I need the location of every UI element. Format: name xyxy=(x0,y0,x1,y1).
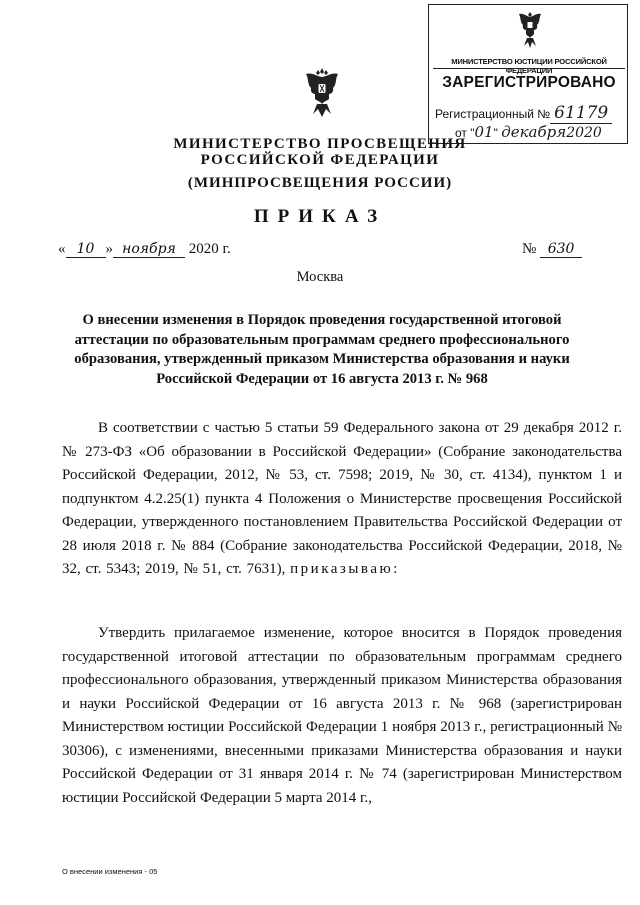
ministry-short-name: (МИНПРОСВЕЩЕНИЯ РОССИИ) xyxy=(187,175,453,191)
stamp-date-month: декабря xyxy=(501,123,567,141)
ministry-name-line2: РОССИЙСКОЙ ФЕДЕРАЦИИ xyxy=(200,152,440,168)
date-quote-open: « xyxy=(58,241,66,257)
stamp-date-mid: " xyxy=(493,126,498,140)
stamp-reg-label: Регистрационный № xyxy=(435,107,551,121)
paragraph-approve: Утвердить прилагаемое изменение, которое вносится в Порядок проведения государственной итоговой аттестации по образовательным программам среднего профессионального образования, утвержденный приказом Министерства образования и науки Российской Федерации от 16 августа 2013 г. № 968 (зарегистрирован Министерством юстиции Российской Федерации 1 ноября 2013 г., регистрационный № 30306), с изменениями, внесенными приказами Министерства образования и науки Российской Федерации от 31 января 2014 г. № 74 (зарегистрирован Министерством юстиции Российской Федерации 5 марта 2014 г., xyxy=(62,625,622,806)
stamp-date-day: 01 xyxy=(474,123,494,141)
coat-of-arms-icon xyxy=(304,68,340,118)
registration-stamp xyxy=(428,4,628,144)
order-day: 10 xyxy=(66,242,106,258)
stamp-registered: ЗАРЕГИСТРИРОВАНО xyxy=(442,74,616,91)
document-type: ПРИКАЗ xyxy=(253,206,387,227)
order-number-value: 630 xyxy=(540,242,582,258)
date-quote-close: » xyxy=(105,241,113,257)
stamp-ministry: МИНИСТЕРСТВО ЮСТИЦИИ РОССИЙСКОЙ ФЕДЕРАЦИИ xyxy=(451,57,607,75)
footer-file-label: О внесении изменения - 05 xyxy=(62,867,158,876)
order-month: ноября xyxy=(113,242,185,258)
order-number xyxy=(522,241,582,258)
order-date xyxy=(58,241,231,258)
stamp-registration-line xyxy=(435,103,612,123)
stamp-date-year: 2020 xyxy=(566,125,602,141)
preamble-order-word: приказываю: xyxy=(290,561,400,577)
stamp-date-prefix: от " xyxy=(455,126,475,140)
order-city: Москва xyxy=(296,269,344,285)
order-title: О внесении изменения в Порядок проведения государственной итоговой аттестации по образовательным программам среднего профессионального образования, утвержденный приказом Министерства образования и науки Российской Федерации от 16 августа 2013 г. № 968 xyxy=(74,312,570,387)
stamp-reg-number: 61179 xyxy=(550,103,612,124)
order-number-label: № xyxy=(522,241,537,257)
stamp-divider xyxy=(433,68,625,69)
ministry-name-line1: МИНИСТЕРСТВО ПРОСВЕЩЕНИЯ xyxy=(173,136,467,152)
eagle-emblem-icon xyxy=(517,8,543,52)
preamble-text: В соответствии с частью 5 статьи 59 Федерального закона от 29 декабря 2012 г. № 273-ФЗ «Об образовании в Российской Федерации» (Собрание законодательства Российской Федерации, 2012, № 53, ст. 7598; 2019, № 30, ст. 4134), пунктом 1 и подпунктом 4.2.25(1) пункта 4 Положения о Министерстве просвещения Российской Федерации, утвержденного постановлением Правительства Российской Федерации от 28 июля 2018 г. № 884 (Собрание законодательства Российской Федерации, 2018, № 32, ст. 5343; 2019, № 51, ст. 7631), xyxy=(62,420,622,577)
paragraph-preamble xyxy=(62,417,622,582)
order-year: 2020 г. xyxy=(188,241,231,257)
